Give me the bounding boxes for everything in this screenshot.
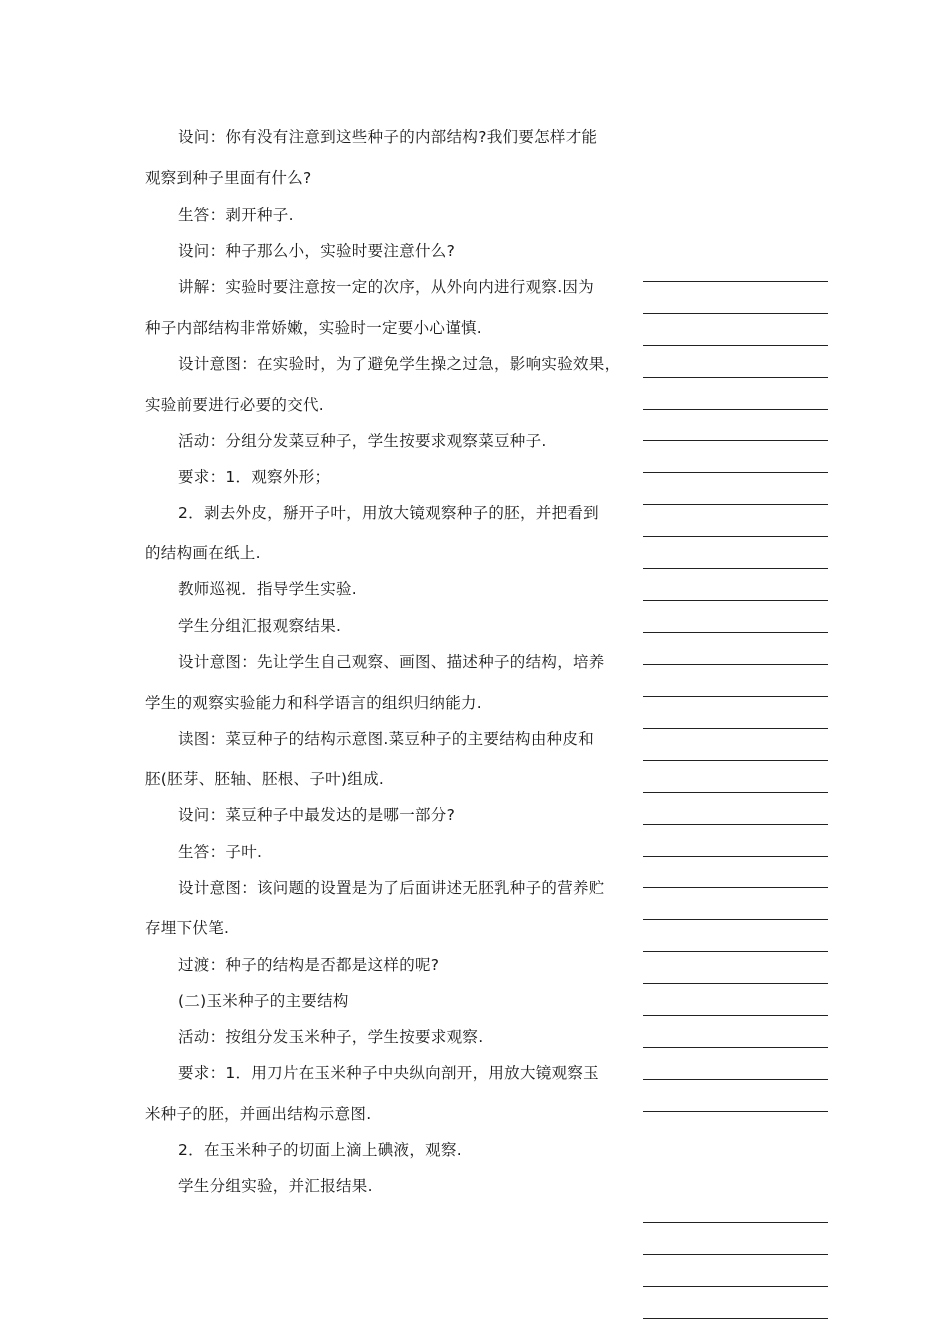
text-line: 2．在玉米种子的切面上滴上碘液，观察. <box>178 1141 462 1159</box>
text-line: 过渡：种子的结构是否都是这样的呢? <box>178 956 440 974</box>
note-line <box>643 887 828 888</box>
text-line: 的结构画在纸上. <box>145 544 261 562</box>
text-line: 实验前要进行必要的交代. <box>145 396 325 414</box>
text-line: 设问：菜豆种子中最发达的是哪一部分? <box>178 806 456 824</box>
note-line <box>643 345 828 346</box>
note-line <box>643 1254 828 1255</box>
text-line: 教师巡视．指导学生实验. <box>178 580 358 598</box>
text-line: 设计意图：在实验时，为了避免学生操之过急，影响实验效果， <box>178 355 621 373</box>
note-line <box>643 951 828 952</box>
text-line: 种子内部结构非常娇嫩，实验时一定要小心谨慎. <box>145 319 483 337</box>
text-line: 存埋下伏笔. <box>145 919 230 937</box>
note-line <box>643 792 828 793</box>
text-line: 设计意图：先让学生自己观察、画图、描述种子的结构，培养 <box>178 653 605 671</box>
text-line: 要求：1．观察外形； <box>178 468 331 486</box>
note-line <box>643 536 828 537</box>
note-line <box>643 313 828 314</box>
text-line: 活动：分组分发菜豆种子，学生按要求观察菜豆种子. <box>178 432 547 450</box>
text-line: 学生分组实验，并汇报结果. <box>178 1177 373 1195</box>
note-line <box>643 472 828 473</box>
text-line: 胚(胚芽、胚轴、胚根、子叶)组成. <box>145 770 385 788</box>
text-line: 讲解：实验时要注意按一定的次序，从外向内进行观察.因为 <box>178 278 595 296</box>
text-line: 要求：1．用刀片在玉米种子中央纵向剖开，用放大镜观察玉 <box>178 1064 599 1082</box>
note-line <box>643 664 828 665</box>
note-line <box>643 1015 828 1016</box>
note-line <box>643 696 828 697</box>
note-line <box>643 760 828 761</box>
note-line <box>643 1047 828 1048</box>
note-line <box>643 440 828 441</box>
note-line <box>643 568 828 569</box>
text-line: 学生分组汇报观察结果. <box>178 617 342 635</box>
note-line <box>643 856 828 857</box>
text-line: 2．剥去外皮，掰开子叶，用放大镜观察种子的胚，并把看到 <box>178 504 599 522</box>
note-line <box>643 409 828 410</box>
note-line <box>643 1079 828 1080</box>
text-line: 米种子的胚，并画出结构示意图. <box>145 1105 372 1123</box>
note-line <box>643 1111 828 1112</box>
text-line: 设问：你有没有注意到这些种子的内部结构?我们要怎样才能 <box>178 128 598 146</box>
note-line <box>643 632 828 633</box>
text-line: 设问：种子那么小，实验时要注意什么? <box>178 242 456 260</box>
text-line: (二)玉米种子的主要结构 <box>178 992 349 1010</box>
text-line: 设计意图：该问题的设置是为了后面讲述无胚乳种子的营养贮 <box>178 879 605 897</box>
note-line <box>643 281 828 282</box>
note-line <box>643 919 828 920</box>
note-line <box>643 1286 828 1287</box>
note-line <box>643 600 828 601</box>
note-line <box>643 1318 828 1319</box>
text-line: 学生的观察实验能力和科学语言的组织归纳能力. <box>145 694 483 712</box>
note-line <box>643 824 828 825</box>
text-line: 生答：子叶. <box>178 843 263 861</box>
note-line <box>643 504 828 505</box>
note-line <box>643 377 828 378</box>
text-line: 读图：菜豆种子的结构示意图.菜豆种子的主要结构由种皮和 <box>178 730 595 748</box>
note-line <box>643 983 828 984</box>
text-line: 观察到种子里面有什么? <box>145 169 312 187</box>
note-line <box>643 728 828 729</box>
text-line: 活动：按组分发玉米种子，学生按要求观察. <box>178 1028 484 1046</box>
text-line: 生答：剥开种子. <box>178 206 294 224</box>
note-line <box>643 1222 828 1223</box>
